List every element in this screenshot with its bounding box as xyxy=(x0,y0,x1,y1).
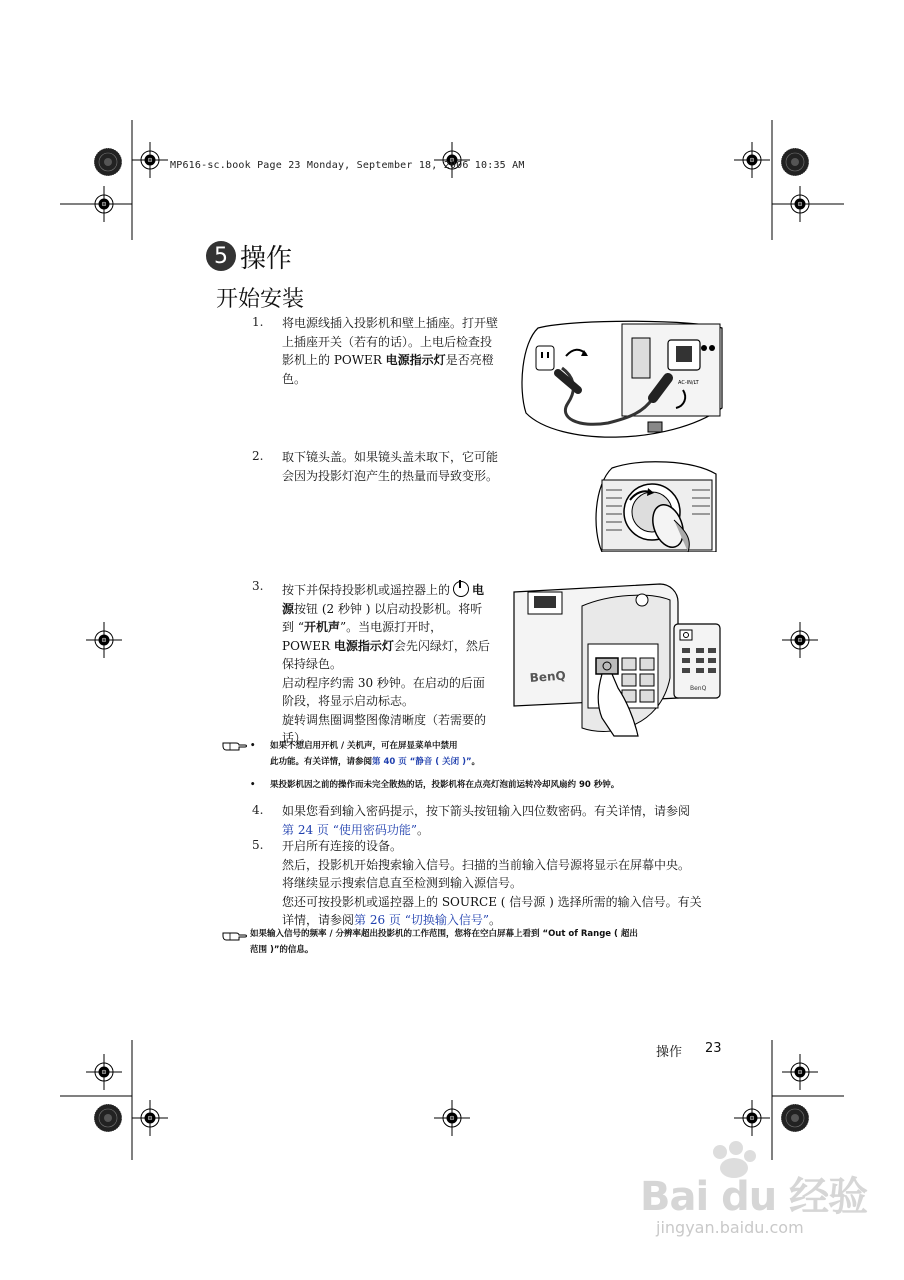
remote-brand-label: BenQ xyxy=(690,685,707,692)
step-2-number: 2. xyxy=(252,449,264,463)
ac-in-label: AC-IN/LT xyxy=(678,380,699,386)
step-5-number: 5. xyxy=(252,838,264,852)
note-hand-icon xyxy=(222,738,248,752)
step-2-text: 取下镜头盖。如果镜头盖未取下，它可能 会因为投影灯泡产生的热量而导致变形。 xyxy=(282,450,499,483)
page-24-link[interactable]: 第 24 页 “使用密码功能” xyxy=(282,822,417,837)
book-header-line: MP616-sc.book Page 23 Monday, September 18, 2006 10:35 AM xyxy=(170,160,525,171)
note-3-text: 如果输入信号的频率 / 分辨率超出投影机的工作范围，您将在空白屏幕上看到 “Out of Range ( 超出 范围 )”的信息。 xyxy=(250,929,638,955)
footer-page-number: 23 xyxy=(705,1041,722,1056)
note-2-bullet: • xyxy=(250,780,256,790)
chapter-title: 操作 xyxy=(240,243,293,274)
note-hand-icon xyxy=(222,928,248,942)
step-5-text: 开启所有连接的设备。 然后，投影机开始搜索输入信号。扫描的当前输入信号源将显示在屏幕中央。 将继续显示搜索信息直至检测到输入源信号。 您还可按投影机或遥控器上的 SOURCE ( 信号源 ) 选择所需的输入信号。有关 详情，请参阅第 26 页 “切换输入信号”。 xyxy=(282,839,702,927)
power-button-illustration xyxy=(510,578,724,738)
chapter-number-badge: 5 xyxy=(206,241,236,271)
lens-cap-illustration xyxy=(592,460,718,552)
step-4-number: 4. xyxy=(252,803,264,817)
step-3-text: 按下并保持投影机或遥控器上的 电 源按钮 (2 秒钟 ) 以启动投影机。将听 到 “开机声”。当电源打开时， POWER 电源指示灯会先闪绿灯，然后 保持绿色。 启动程序约需 30 秒钟。在启动的后面 阶段，将显示启动标志。 旋转调焦圈调整图像清晰度（若需要的 话）。 xyxy=(282,578,512,748)
section-title: 开始安装 xyxy=(216,287,305,312)
step-4-text: 如果您看到输入密码提示，按下箭头按钮输入四位数密码。有关详情，请参阅 第 24 页 “使用密码功能”。 xyxy=(282,804,691,837)
chapter-heading xyxy=(206,236,292,276)
watermark-brand: Bai du 经验 xyxy=(640,1174,868,1220)
note-1-text: 如果不想启用开机 / 关机声，可在屏显菜单中禁用 此功能。有关详情，请参阅第 40 页 “静音 ( 关闭 )”。 xyxy=(270,741,481,767)
note-1-bullet: • xyxy=(250,741,256,751)
power-icon xyxy=(453,581,469,597)
power-cord-illustration xyxy=(518,318,724,446)
step-1-text: 将电源线插入投影机和壁上插座。打开壁 上插座开关（若有的话）。上电后检查投 影机上的 POWER 电源指示灯是否亮橙 色。 xyxy=(282,316,499,386)
watermark-url: jingyan.baidu.com xyxy=(656,1218,804,1237)
footer-chapter-label: 操作 xyxy=(656,1045,683,1060)
projector-brand-label: BenQ xyxy=(529,668,567,685)
page-40-link[interactable]: 第 40 页 “静音 ( 关闭 )” xyxy=(372,757,472,767)
note-2-text: 果投影机因之前的操作而未完全散热的话，投影机将在点亮灯泡前运转冷却风扇约 90 秒钟。 xyxy=(270,780,620,790)
step-3-number: 3. xyxy=(252,579,264,593)
step-1-number: 1. xyxy=(252,315,264,329)
page-26-link[interactable]: 第 26 页 “切换输入信号” xyxy=(354,913,489,927)
